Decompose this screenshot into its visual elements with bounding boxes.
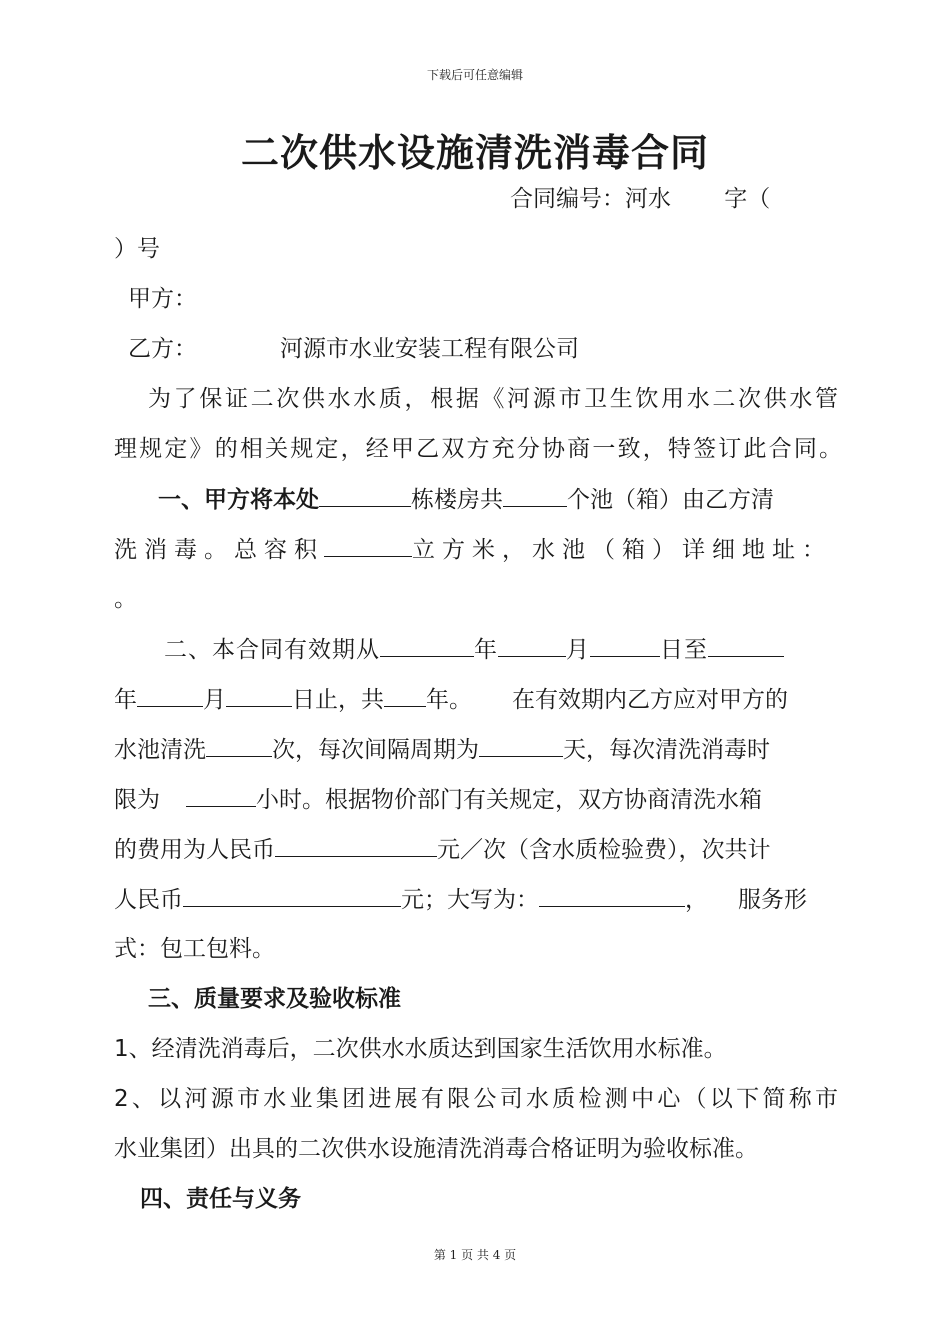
blank-hours bbox=[186, 784, 256, 807]
clause1-text-d: 洗消毒。总容积 bbox=[114, 537, 324, 563]
page-header-note: 下载后可任意编辑 bbox=[426, 68, 523, 82]
party-b-line bbox=[128, 334, 854, 364]
clause2-line-1 bbox=[164, 634, 890, 665]
clause2-text-l: 人民币 bbox=[114, 887, 183, 913]
section3-item-2-line-1: 2、以河源市水业集团进展有限公司水质检测中心（以下简称市 bbox=[114, 1086, 838, 1112]
clause2-line-2 bbox=[114, 684, 840, 715]
intro-line-1: 为了保证二次供水水质，根据《河源市卫生饮用水二次供水管 bbox=[148, 386, 838, 412]
clause2-text-m: 元；大写为： bbox=[401, 887, 539, 913]
clause2-text-f: 次，每次间隔周期为 bbox=[272, 737, 479, 763]
clause2-text-o: 服务形 bbox=[738, 887, 807, 913]
blank-start-month bbox=[498, 634, 566, 657]
clause2-line-3 bbox=[114, 734, 840, 765]
blank-total-volume bbox=[324, 534, 412, 557]
blank-start-year bbox=[380, 634, 474, 657]
blank-end-day bbox=[226, 684, 292, 707]
section3-item-1: 1、经清洗消毒后，二次供水水质达到国家生活饮用水标准。 bbox=[114, 1036, 727, 1062]
clause2-text-e: 水池清洗 bbox=[114, 737, 206, 763]
party-a-line bbox=[128, 284, 854, 314]
blank-cleaning-times bbox=[206, 734, 272, 757]
party-b-label: 乙方： bbox=[128, 336, 197, 362]
blank-pool-count bbox=[503, 484, 567, 507]
clause2-line-6 bbox=[114, 884, 840, 915]
clause2-text-k: 元／次（含水质检验费），次共计 bbox=[437, 837, 771, 863]
party-b-name: 河源市水业安装工程有限公司 bbox=[280, 336, 579, 362]
clause1-line-2 bbox=[114, 534, 840, 565]
blank-years bbox=[384, 684, 426, 707]
document-title: 二次供水设施清洗消毒合同 bbox=[240, 130, 709, 175]
clause2-month-1: 月 bbox=[566, 637, 590, 663]
blank-total-amount bbox=[183, 884, 401, 907]
clause2-year-2: 年 bbox=[114, 687, 137, 713]
contract-number-text: 合同编号：河水 字（ bbox=[510, 186, 771, 212]
blank-interval-days bbox=[479, 734, 563, 757]
page-footer: 第 1 页 共 4 页 bbox=[433, 1248, 517, 1262]
clause2-text-c: 年。 bbox=[426, 687, 472, 713]
clause2-line-4 bbox=[114, 784, 840, 815]
clause2-year-1: 年 bbox=[474, 637, 498, 663]
clause1-text-b: 栋楼房共 bbox=[411, 487, 503, 513]
clause2-text-n: ， bbox=[685, 887, 708, 913]
contract-number-line1 bbox=[510, 184, 830, 214]
blank-amount-in-words bbox=[539, 884, 685, 907]
clause2-text-b: 日止，共 bbox=[292, 687, 384, 713]
clause2-day-to: 日至 bbox=[660, 637, 708, 663]
blank-end-month bbox=[137, 684, 203, 707]
clause2-text-i: 小时。根据物价部门有关规定，双方协商清洗水箱 bbox=[256, 787, 762, 813]
clause2-line-5 bbox=[114, 834, 840, 865]
contract-number-suffix: ）号 bbox=[114, 236, 160, 262]
clause2-text-d: 在有效期内乙方应对甲方的 bbox=[512, 687, 788, 713]
clause2-month-2: 月 bbox=[203, 687, 226, 713]
clause2-text-j: 的费用为人民币 bbox=[114, 837, 275, 863]
clause1-text-f: 。 bbox=[114, 586, 137, 612]
blank-building-count bbox=[319, 484, 411, 507]
clause1-heading: 一、甲方将本处 bbox=[158, 487, 319, 513]
clause1-line-3 bbox=[114, 584, 840, 614]
clause2-line-7 bbox=[114, 934, 840, 964]
clause1-text-c: 个池（箱）由乙方清 bbox=[567, 487, 774, 513]
blank-fee-per-time bbox=[275, 834, 437, 857]
clause1-text-e: 立方米，水池（箱）详细地址： bbox=[412, 537, 832, 563]
clause2-text-p: 式：包工包料。 bbox=[114, 936, 275, 962]
intro-line-2: 理规定》的相关规定，经甲乙双方充分协商一致，特签订此合同。 bbox=[114, 436, 842, 462]
section4-heading: 四、责任与义务 bbox=[140, 1186, 301, 1212]
section3-item-2-line-2: 水业集团）出具的二次供水设施清洗消毒合格证明为验收标准。 bbox=[114, 1136, 758, 1162]
contract-number-line2 bbox=[114, 234, 840, 264]
clause2-heading: 二、本合同有效期从 bbox=[164, 637, 380, 663]
section3-heading: 三、质量要求及验收标准 bbox=[148, 986, 401, 1012]
clause2-text-g: 天，每次清洗消毒时 bbox=[563, 737, 770, 763]
blank-end-year-prefix bbox=[708, 634, 784, 657]
clause2-text-h: 限为 bbox=[114, 787, 160, 813]
blank-start-day bbox=[590, 634, 660, 657]
clause1-line-1 bbox=[158, 484, 884, 515]
party-a-label: 甲方： bbox=[128, 286, 197, 312]
